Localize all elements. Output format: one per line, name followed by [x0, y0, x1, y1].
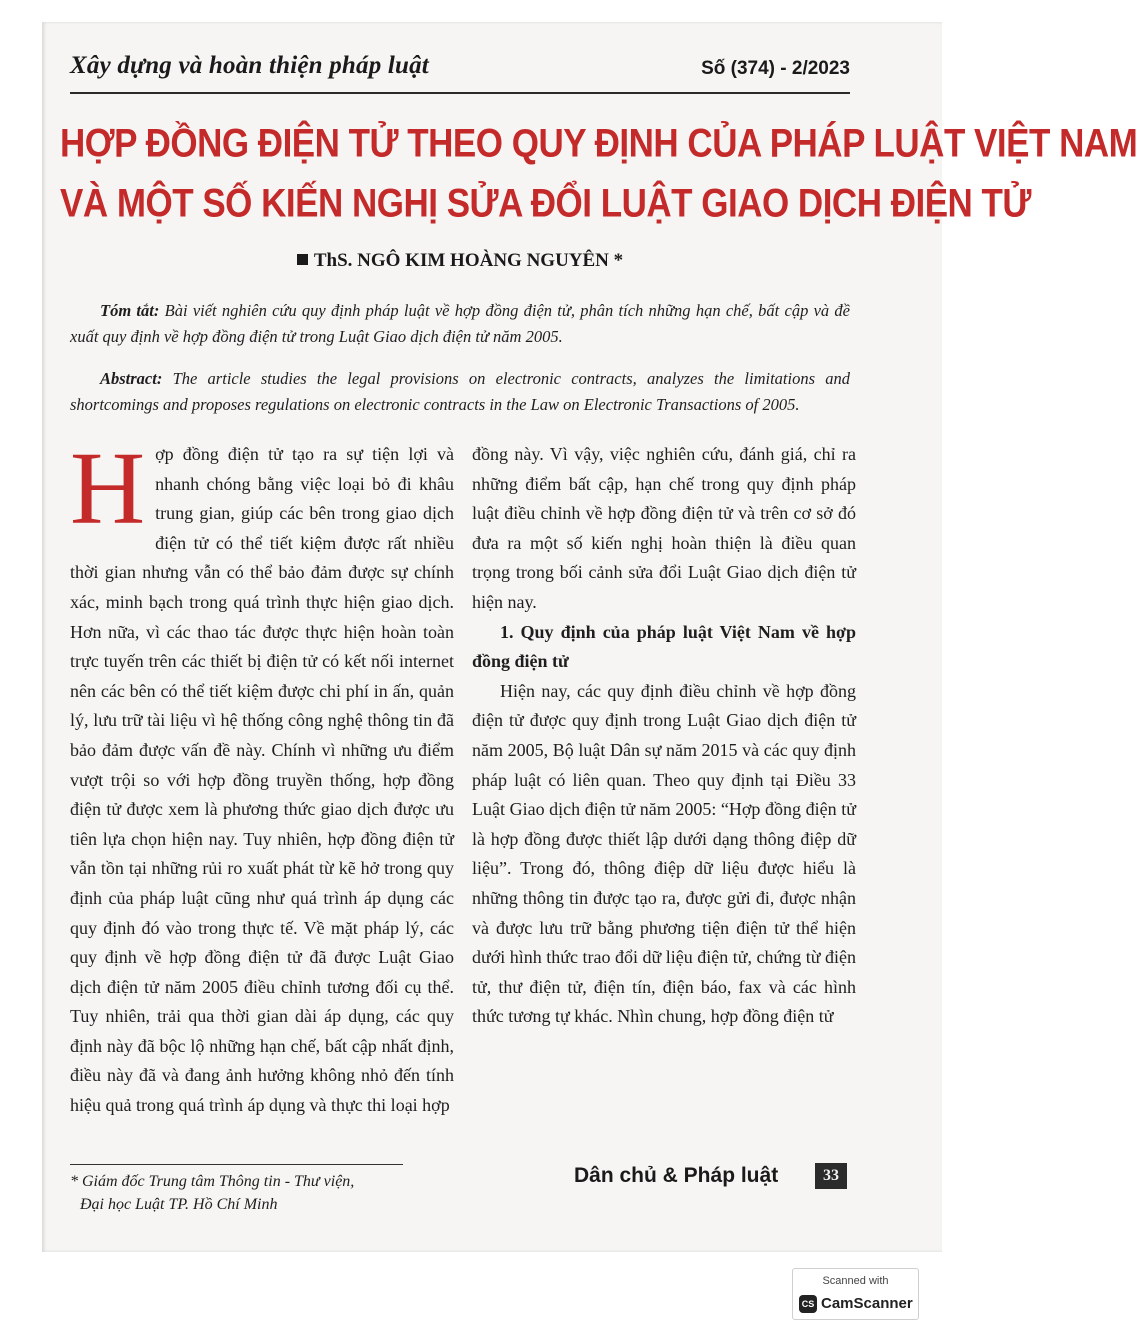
title-line-1: HỢP ĐỒNG ĐIỆN TỬ THEO QUY ĐỊNH CỦA PHÁP LUẬT VIỆT NAM	[60, 121, 1137, 166]
square-bullet-icon	[297, 254, 308, 265]
summary-vi-label: Tóm tắt:	[100, 301, 160, 320]
header-divider	[70, 92, 850, 94]
page-number: 33	[815, 1163, 847, 1189]
article-title	[60, 114, 1137, 234]
drop-cap: H	[70, 431, 146, 546]
camscanner-name: CamScanner	[821, 1295, 913, 1312]
camscanner-logo-icon: CS	[799, 1295, 817, 1313]
author-footnote	[70, 1170, 430, 1216]
summary-en-label: Abstract:	[100, 369, 163, 388]
section-1-paragraph: Hiện nay, các quy định điều chỉnh về hợp đồng điện tử được quy định trong Luật Giao dịch điện tử năm 2005, Bộ luật Dân sự năm 2015 và các quy định pháp luật có liên quan. Theo quy định tại Điều 33 Luật Giao dịch điện tử năm 2005: “Hợp đồng điện tử là hợp đồng được thiết lập dưới dạng thông điệp dữ liệu”. Trong đó, thông điệp dữ liệu được hiểu là những thông tin được tạo ra, được gửi đi, được nhận và được lưu trữ bằng phương tiện điện tử thể hiện dưới hình thức trao đổi dữ liệu điện tử, chứng từ điện tử, thư điện tử, điện tín, điện báo, fax và các hình thức tương tự khác. Nhìn chung, hợp đồng điện tử	[472, 680, 856, 1027]
scanned-with-label: Scanned with	[822, 1275, 889, 1287]
footer-magazine-name: Dân chủ & Pháp luật	[574, 1164, 779, 1187]
summary-vi	[70, 298, 850, 350]
footnote-line-2: Đại học Luật TP. Hồ Chí Minh	[80, 1196, 278, 1213]
footnote-divider	[70, 1164, 403, 1165]
summary-en	[70, 366, 850, 418]
body-column-left	[70, 431, 454, 1121]
intro-paragraph-continued: đồng này. Vì vậy, việc nghiên cứu, đánh giá, chỉ ra những điểm bất cập, hạn chế trong quy định pháp luật điều chỉnh về hợp đồng điện tử và trên cơ sở đó đưa ra một số kiến nghị hoàn thiện là điều quan trọng trong bối cảnh sửa đổi Luật Giao dịch điện tử hiện nay.	[472, 444, 856, 612]
author-name: ThS. NGÔ KIM HOÀNG NGUYÊN *	[313, 250, 624, 271]
footnote-line-1: * Giám đốc Trung tâm Thông tin - Thư viện,	[70, 1173, 355, 1190]
intro-paragraph: ợp đồng điện tử tạo ra sự tiện lợi và nhanh chóng bằng việc loại bỏ đi khâu trung gian, giúp các bên trong giao dịch điện tử có thể tiết kiệm được rất nhiều thời gian nhưng vẫn có thể bảo đảm được sự chính xác, minh bạch trong quá trình thực hiện giao dịch. Hơn nữa, vì các thao tác được thực hiện hoàn toàn trực tuyến trên các thiết bị điện tử có kết nối internet nên các bên có thể tiết kiệm được chi phí in ấn, quản lý, lưu trữ tài liệu vì hệ thống công nghệ thông tin đã bảo đảm được vấn đề này. Chính vì những ưu điểm vượt trội so với hợp đồng truyền thống, hợp đồng điện tử được xem là phương thức giao dịch được ưu tiên lựa chọn hiện nay. Tuy nhiên, hợp đồng điện tử vẫn tồn tại những rủi ro xuất phát từ kẽ hở trong quy định của pháp luật cũng như quá trình áp dụng các quy định đó vào trong thực tế. Về mặt pháp lý, các quy định về hợp đồng điện tử đã được Luật Giao dịch điện tử năm 2005 điều chỉnh tương đối cụ thể. Tuy nhiên, trải qua thời gian dài áp dụng, các quy định này đã bộc lộ những hạn chế, bất cập nhất định, điều này đã và đang ảnh hưởng không nhỏ đến tính hiệu quả trong quá trình áp dụng và thực thi loại hợp	[70, 444, 454, 1116]
summary-vi-text: Bài viết nghiên cứu quy định pháp luật về hợp đồng điện tử, phân tích những hạn chế, bất cập và đề xuất quy định về hợp đồng điện tử trong Luật Giao dịch điện tử năm 2005.	[70, 301, 851, 346]
journal-name: Xây dựng và hoàn thiện pháp luật	[70, 52, 429, 79]
issue-number: Số (374) - 2/2023	[701, 58, 850, 79]
title-line-2: VÀ MỘT SỐ KIẾN NGHỊ SỬA ĐỔI LUẬT GIAO DỊCH ĐIỆN TỬ	[60, 180, 1031, 226]
camscanner-badge	[792, 1268, 919, 1320]
summary-en-text: The article studies the legal provisions on electronic contracts, analyzes the limitations and shortcomings and proposes regulations on electronic contracts in the Law on Electronic Transactions of 2005.	[70, 369, 850, 414]
author-line	[70, 250, 850, 272]
body-column-right	[472, 440, 856, 1032]
section-1-heading: 1. Quy định của pháp luật Việt Nam về hợp đồng điện tử	[472, 621, 856, 672]
